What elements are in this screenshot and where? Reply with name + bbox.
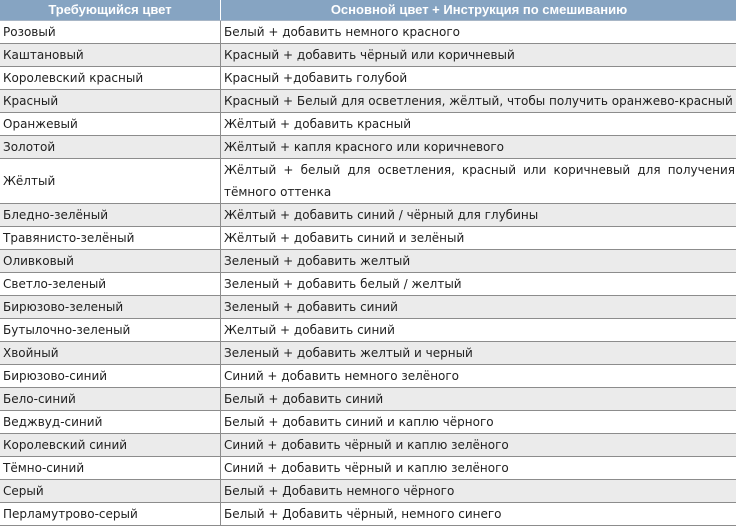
table-row xyxy=(0,227,736,250)
color-name: Королевский синий xyxy=(0,434,221,457)
color-name: Хвойный xyxy=(0,342,221,365)
color-name: Бледно-зелёный xyxy=(0,204,221,227)
table-row xyxy=(0,457,736,480)
table-row xyxy=(0,365,736,388)
mixing-instruction: Белый + Добавить немного чёрного xyxy=(221,480,736,503)
mixing-instruction: Зеленый + добавить желтый xyxy=(221,250,736,273)
color-name: Бело-синий xyxy=(0,388,221,411)
color-name: Оливковый xyxy=(0,250,221,273)
mixing-instruction: Зеленый + добавить белый / желтый xyxy=(221,273,736,296)
mixing-instruction: Красный + Белый для осветления, жёлтый, чтобы получить оранжево-красный xyxy=(221,90,736,113)
table-row xyxy=(0,250,736,273)
mixing-instruction: Красный +добавить голубой xyxy=(221,67,736,90)
table-row xyxy=(0,67,736,90)
mixing-instruction: Жёлтый + капля красного или коричневого xyxy=(221,136,736,159)
table-row xyxy=(0,434,736,457)
color-name: Веджвуд-синий xyxy=(0,411,221,434)
color-name: Тёмно-синий xyxy=(0,457,221,480)
mixing-instruction: Белый + добавить немного красного xyxy=(221,21,736,44)
mixing-instruction: Белый + добавить синий и каплю чёрного xyxy=(221,411,736,434)
color-name: Светло-зеленый xyxy=(0,273,221,296)
mixing-instruction: Жёлтый + добавить синий / чёрный для глубины xyxy=(221,204,736,227)
table-row xyxy=(0,342,736,365)
mixing-instruction: Белый + Добавить чёрный, немного синего xyxy=(221,503,736,526)
table-row xyxy=(0,113,736,136)
color-name: Каштановый xyxy=(0,44,221,67)
color-name: Королевский красный xyxy=(0,67,221,90)
mixing-instruction: Зеленый + добавить желтый и черный xyxy=(221,342,736,365)
color-name: Красный xyxy=(0,90,221,113)
table-row xyxy=(0,159,736,204)
mixing-instruction: Белый + добавить синий xyxy=(221,388,736,411)
color-name: Травянисто-зелёный xyxy=(0,227,221,250)
color-name: Розовый xyxy=(0,21,221,44)
color-name: Жёлтый xyxy=(0,159,221,204)
table-row xyxy=(0,388,736,411)
table-row xyxy=(0,21,736,44)
color-name: Серый xyxy=(0,480,221,503)
header-required-color: Требующийся цвет xyxy=(0,0,221,21)
table-row xyxy=(0,411,736,434)
table-row xyxy=(0,296,736,319)
color-name: Перламутрово-серый xyxy=(0,503,221,526)
mixing-instruction: Зеленый + добавить синий xyxy=(221,296,736,319)
mixing-instruction: Синий + добавить немного зелёного xyxy=(221,365,736,388)
table-row xyxy=(0,204,736,227)
table-row xyxy=(0,44,736,67)
table-row xyxy=(0,136,736,159)
header-base-color-instruction: Основной цвет + Инструкция по смешиванию xyxy=(221,0,736,21)
mixing-instruction: Жёлтый + добавить красный xyxy=(221,113,736,136)
color-name: Бутылочно-зеленый xyxy=(0,319,221,342)
table-row xyxy=(0,319,736,342)
color-name: Золотой xyxy=(0,136,221,159)
color-name: Оранжевый xyxy=(0,113,221,136)
mixing-instruction: Жёлтый + добавить синий и зелёный xyxy=(221,227,736,250)
table-row xyxy=(0,503,736,526)
mixing-instruction: Желтый + добавить синий xyxy=(221,319,736,342)
mixing-instruction: Красный + добавить чёрный или коричневый xyxy=(221,44,736,67)
mixing-instruction xyxy=(221,159,736,204)
mixing-instruction-text: Жёлтый + белый для осветления, красный или коричневый для получения тёмного оттенка xyxy=(224,163,735,199)
table-row xyxy=(0,90,736,113)
mixing-instruction: Синий + добавить чёрный и каплю зелёного xyxy=(221,457,736,480)
color-name: Бирюзово-синий xyxy=(0,365,221,388)
table-row xyxy=(0,480,736,503)
color-name: Бирюзово-зеленый xyxy=(0,296,221,319)
mixing-instruction: Синий + добавить чёрный и каплю зелёного xyxy=(221,434,736,457)
table-header-row xyxy=(0,0,736,21)
table-row xyxy=(0,273,736,296)
